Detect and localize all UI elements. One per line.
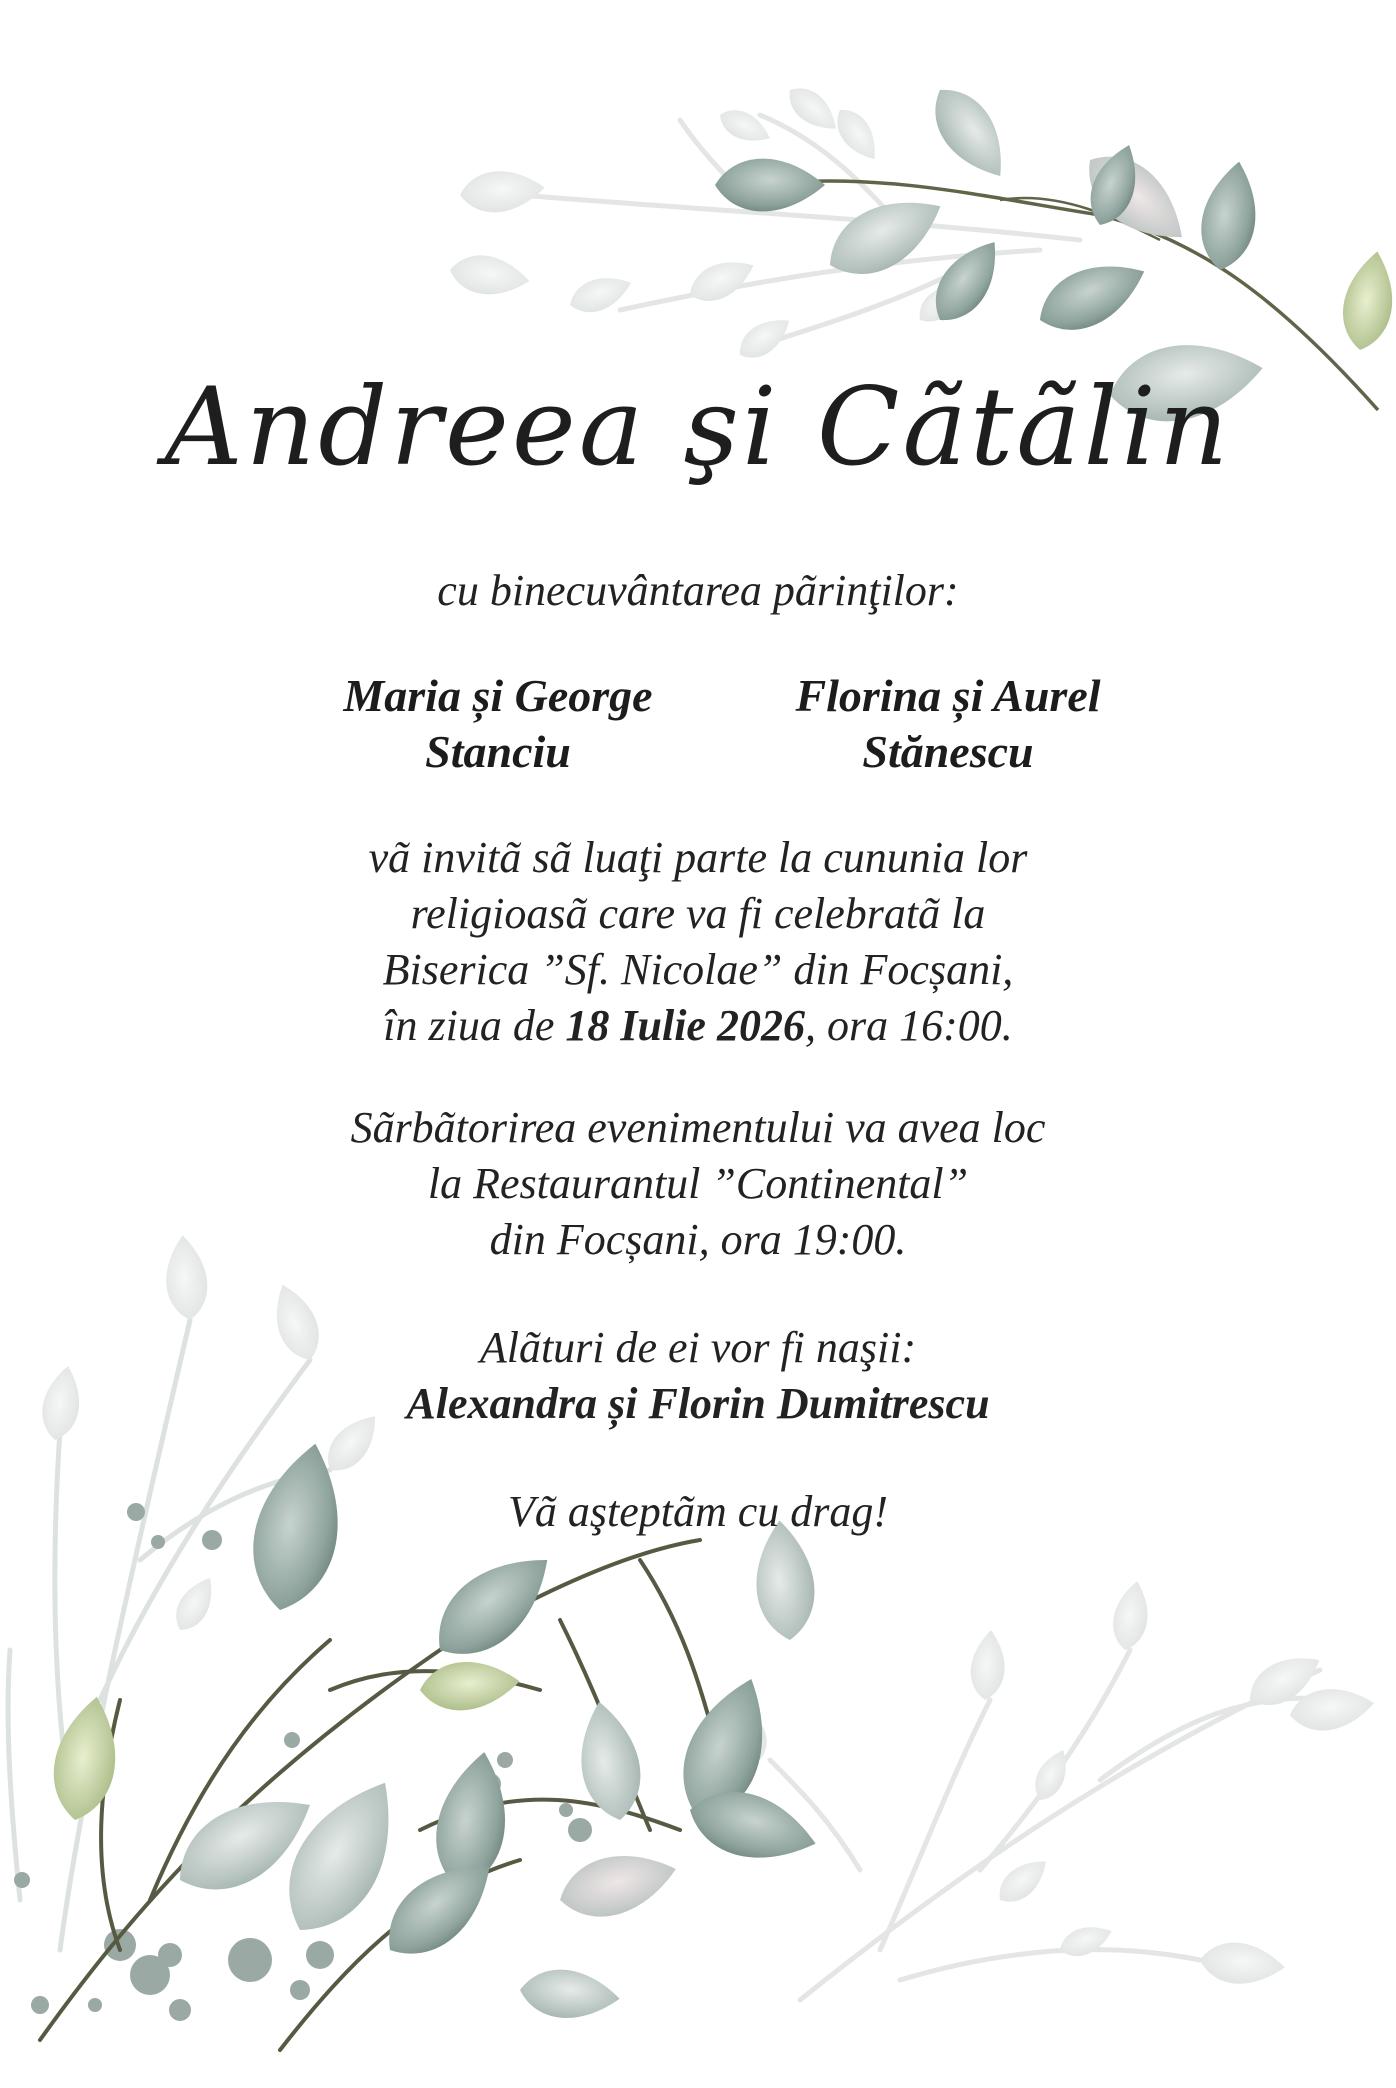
- couple-title: Andreea şi Cãtãlin: [164, 365, 1232, 490]
- date-prefix: în ziua de: [383, 1001, 566, 1050]
- groom-parents-names: Florina și Aurel: [795, 670, 1101, 721]
- bride-parents: [288, 668, 708, 780]
- church-line: Biserica ”Sf. Nicolae” din Focșani,: [382, 945, 1014, 994]
- godparents-intro: Alãturi de ei vor fi naşii:: [479, 1323, 917, 1372]
- parents-block: [0, 668, 1396, 788]
- groom-parents-surname: Stănescu: [862, 726, 1034, 777]
- groom-parents: [738, 668, 1158, 780]
- ceremony-time: , ora 16:00.: [804, 1001, 1013, 1050]
- godparents-names: Alexandra și Florin Dumitrescu: [406, 1379, 990, 1428]
- bride-parents-surname: Stanciu: [425, 726, 571, 777]
- party-line: Sãrbãtorirea evenimentului va avea loc: [350, 1103, 1046, 1152]
- bottom-right-faint-leaves: [726, 1578, 1377, 1988]
- ceremony-date: 18 Iulie 2026: [565, 1001, 805, 1050]
- bottom-left-faint-leaves: [37, 1234, 388, 1638]
- ceremony-details: [0, 830, 1396, 1054]
- bride-parents-names: Maria și George: [343, 670, 653, 721]
- party-time-line: din Focșani, ora 19:00.: [489, 1215, 907, 1264]
- ceremony-line: vã invitã sã luaţi parte la cununia lor: [368, 833, 1028, 882]
- party-details: [0, 1100, 1396, 1268]
- date-line: [0, 998, 1396, 1054]
- restaurant-line: la Restaurantul ”Continental”: [427, 1159, 969, 1208]
- blessing-line: cu binecuvântarea pãrinţilor:: [437, 566, 959, 615]
- ceremony-line: religioasã care va fi celebratã la: [410, 889, 986, 938]
- godparents-block: [0, 1320, 1396, 1432]
- closing-line: Vã aşteptãm cu drag!: [507, 1487, 889, 1536]
